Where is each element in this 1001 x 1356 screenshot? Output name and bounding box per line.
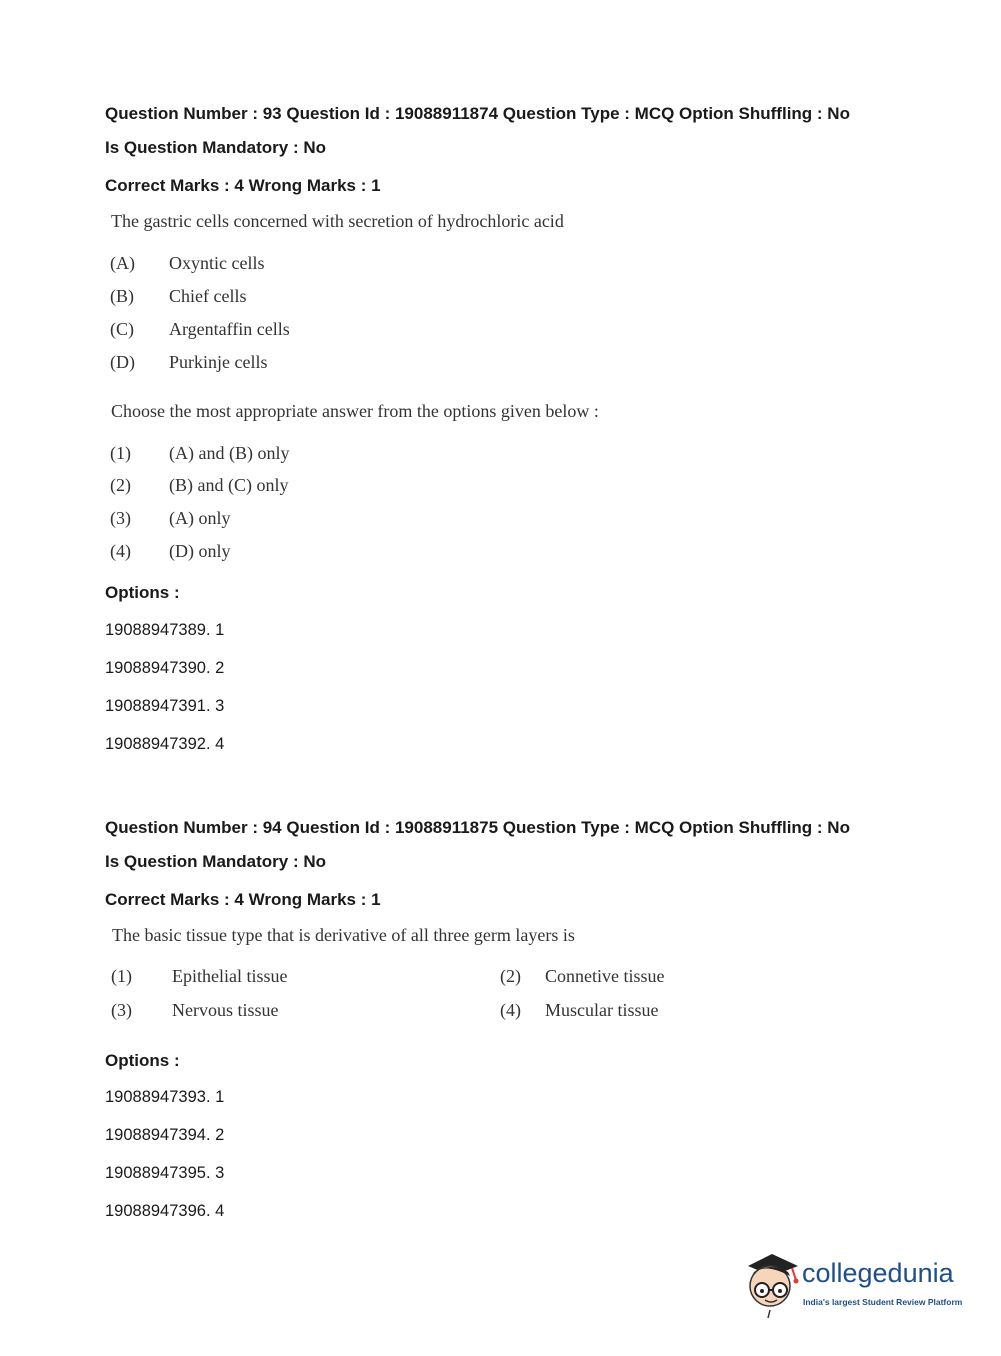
q93-choice-label: (4) [110, 541, 131, 561]
q93-statement-text: Chief cells [169, 286, 247, 306]
q94-choice-text: Muscular tissue [545, 1000, 659, 1020]
q94-option-item: 19088947395. 3 [105, 1164, 225, 1182]
q93-option-item: 19088947390. 2 [105, 659, 225, 677]
q94-choice-text: Nervous tissue [172, 1000, 279, 1020]
q94-marks: Correct Marks : 4 Wrong Marks : 1 [105, 890, 381, 909]
q93-marks: Correct Marks : 4 Wrong Marks : 1 [105, 176, 381, 195]
q93-option-item: 19088947389. 1 [105, 621, 225, 639]
logo-tagline: India's largest Student Review Platform [803, 1297, 963, 1307]
q93-statement-text: Purkinje cells [169, 352, 268, 372]
q94-choice-label: (3) [111, 1000, 132, 1020]
q94-choice-label: (2) [500, 966, 521, 986]
q93-header-line2: Is Question Mandatory : No [105, 138, 327, 157]
q93-option-item: 19088947392. 4 [105, 735, 225, 753]
q94-options-label: Options : [105, 1051, 180, 1070]
logo-wordmark: collegedunia [802, 1258, 954, 1288]
q93-statement-label: (C) [110, 319, 134, 339]
q93-statement-label: (B) [110, 286, 134, 306]
q93-statement-text: Argentaffin cells [169, 319, 290, 339]
q94-choice-label: (4) [500, 1000, 521, 1020]
q93-choice-text: (A) only [169, 508, 231, 528]
q94-choice-label: (1) [111, 966, 132, 986]
q94-header-line1: Question Number : 94 Question Id : 19088911875 Question Type : MCQ Option Shuffling : No [105, 818, 850, 837]
collegedunia-logo[interactable] [740, 1248, 970, 1320]
q93-choice-label: (1) [110, 443, 131, 463]
q93-option-item: 19088947391. 3 [105, 697, 225, 715]
q93-header-line1: Question Number : 93 Question Id : 19088911874 Question Type : MCQ Option Shuffling : No [105, 104, 850, 123]
q93-choice-label: (3) [110, 508, 131, 528]
q94-stem: The basic tissue type that is derivative of all three germ layers is [112, 925, 575, 945]
q93-choice-text: (D) only [169, 541, 231, 561]
q93-stem: The gastric cells concerned with secretion of hydrochloric acid [111, 211, 564, 231]
q94-header-line2: Is Question Mandatory : No [105, 852, 327, 871]
q93-instruction: Choose the most appropriate answer from the options given below : [111, 401, 599, 421]
q93-choice-label: (2) [110, 475, 131, 495]
q94-option-item: 19088947394. 2 [105, 1126, 225, 1144]
q94-option-item: 19088947393. 1 [105, 1088, 225, 1106]
q93-options-label: Options : [105, 583, 180, 602]
mascot-icon [740, 1248, 802, 1320]
q94-option-item: 19088947396. 4 [105, 1202, 225, 1220]
q93-statement-label: (D) [110, 352, 135, 372]
q93-statement-text: Oxyntic cells [169, 253, 265, 273]
q94-choice-text: Epithelial tissue [172, 966, 288, 986]
q93-choice-text: (A) and (B) only [169, 443, 290, 463]
q93-statement-label: (A) [110, 253, 135, 273]
q94-choice-text: Connetive tissue [545, 966, 665, 986]
q93-choice-text: (B) and (C) only [169, 475, 289, 495]
